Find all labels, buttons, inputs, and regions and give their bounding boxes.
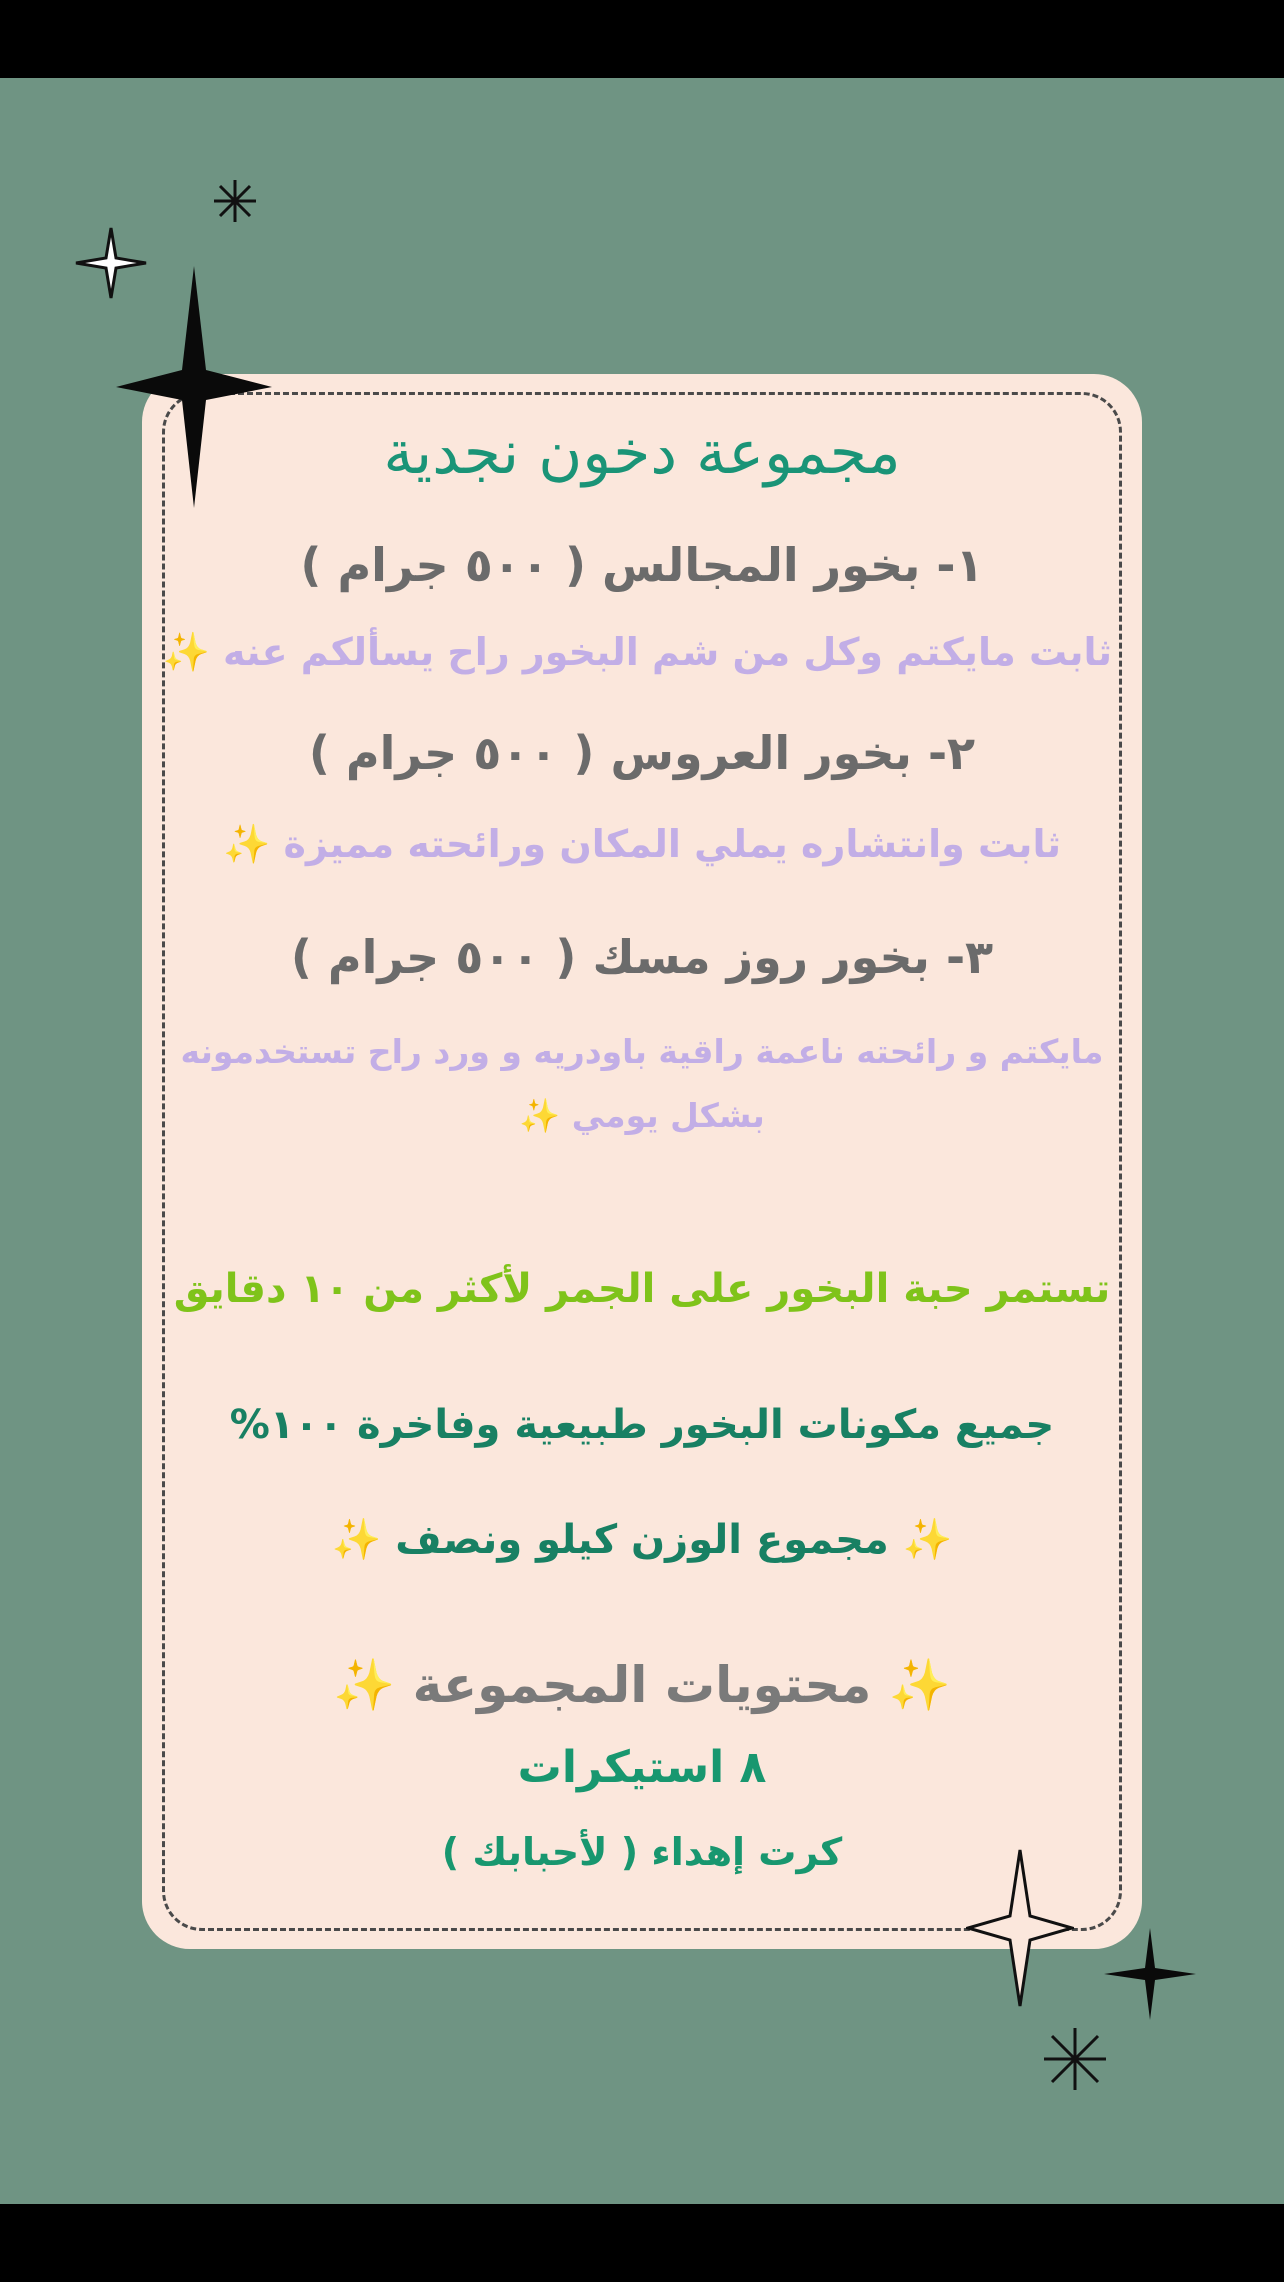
- burn-note: تستمر حبة البخور على الجمر لأكثر من ١٠ دقايق: [173, 1266, 1111, 1312]
- weight-note: ✨ مجموع الوزن كيلو ونصف ✨: [331, 1517, 953, 1563]
- contents-item-1: ٨ استيكرات: [517, 1742, 767, 1793]
- item-3-desc-line2: بشكل يومي ✨: [519, 1096, 765, 1135]
- content-card: [142, 374, 1142, 1949]
- sparkle-star-icon: [966, 1848, 1074, 2008]
- card-title: مجموعة دخون نجدية: [383, 418, 901, 488]
- natural-note: جميع مكونات البخور طبيعية وفاخرة ١٠٠%: [229, 1402, 1055, 1448]
- item-2-heading: ٢- بخور العروس ( ٥٠٠ جرام ): [308, 726, 976, 780]
- four-point-star-icon: [116, 266, 272, 508]
- item-3-desc-line1: مايكتم و رائحته ناعمة راقية باودريه و ورد راح تستخدمونه: [180, 1032, 1104, 1071]
- item-1-heading: ١- بخور المجالس ( ٥٠٠ جرام ): [300, 538, 984, 592]
- four-point-star-icon: [1104, 1928, 1196, 2020]
- contents-title: ✨ محتويات المجموعة ✨: [332, 1656, 952, 1714]
- item-3-heading: ٣- بخور روز مسك ( ٥٠٠ جرام ): [290, 930, 994, 984]
- item-2-desc: ثابت وانتشاره يملي المكان ورائحته مميزة ✨: [223, 822, 1061, 866]
- contents-item-2: كرت إهداء ( لأحبابك ): [441, 1830, 843, 1874]
- asterisk-icon: [1042, 2026, 1108, 2092]
- item-1-desc: ثابت مايكتم وكل من شم البخور راح يسألكم عنه ✨: [162, 630, 1112, 674]
- asterisk-icon: [212, 178, 258, 224]
